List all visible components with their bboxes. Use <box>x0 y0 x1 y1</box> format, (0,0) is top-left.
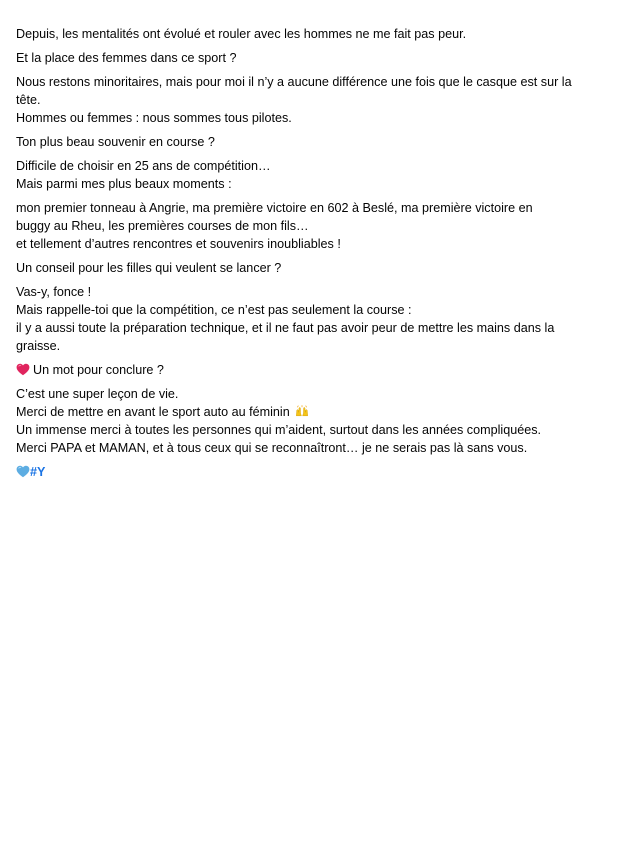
text-line: Merci PAPA et MAMAN, et à tous ceux qui se reconnaîtront… je ne serais pas là sans vous. <box>16 441 528 455</box>
raising-hands-icon <box>295 405 309 417</box>
hashtag-link[interactable]: #Y <box>30 465 46 479</box>
question-best-memory <box>16 133 613 151</box>
text-line: mon premier tonneau à Angrie, ma première victoire en 602 à Beslé, ma première victoire en <box>16 201 533 215</box>
answer-advice <box>16 283 613 355</box>
text-line-with-icon <box>16 403 613 421</box>
text-line: Et la place des femmes dans ce sport ? <box>16 51 237 65</box>
hashtag-line <box>16 463 613 481</box>
red-heart-icon <box>16 363 30 376</box>
text-line: il y a aussi toute la préparation technique, et il ne faut pas avoir peur de mettre les mains dans la <box>16 321 555 335</box>
question-advice <box>16 259 613 277</box>
text-line: et tellement d’autres rencontres et souvenirs inoubliables ! <box>16 237 341 251</box>
text-line: Un immense merci à toutes les personnes qui m’aident, surtout dans les années compliquées. <box>16 423 542 437</box>
text-line: tête. <box>16 93 41 107</box>
answer-best-memory-intro <box>16 157 613 193</box>
text-line: graisse. <box>16 339 61 353</box>
text-line-with-icon <box>16 361 613 379</box>
answer-conclusion <box>16 385 613 457</box>
text-line: C’est une super leçon de vie. <box>16 387 179 401</box>
text-line: Depuis, les mentalités ont évolué et rouler avec les hommes ne me fait pas peur. <box>16 27 467 41</box>
text-line: Merci de mettre en avant le sport auto au féminin <box>16 405 290 419</box>
text-line: Hommes ou femmes : nous sommes tous pilotes. <box>16 111 292 125</box>
blue-heart-icon <box>16 465 30 478</box>
text-line: Difficile de choisir en 25 ans de compétition… <box>16 159 271 173</box>
text-line: Un mot pour conclure ? <box>33 363 164 377</box>
answer-best-memory-list <box>16 199 613 253</box>
text-line: Nous restons minoritaires, mais pour moi il n’y a aucune différence une fois que le casque est sur la <box>16 75 572 89</box>
hashtag-row <box>16 463 613 481</box>
text-line: Ton plus beau souvenir en course ? <box>16 135 215 149</box>
text-line: Vas-y, fonce ! <box>16 285 92 299</box>
text-line: Un conseil pour les filles qui veulent se lancer ? <box>16 261 282 275</box>
paragraph-mentalities <box>16 25 613 43</box>
question-women-place <box>16 49 613 67</box>
text-line: Mais parmi mes plus beaux moments : <box>16 177 232 191</box>
question-conclusion <box>16 361 613 379</box>
answer-women-place <box>16 73 613 127</box>
text-line: buggy au Rheu, les premières courses de mon fils… <box>16 219 309 233</box>
text-line: Mais rappelle-toi que la compétition, ce n’est pas seulement la course : <box>16 303 412 317</box>
